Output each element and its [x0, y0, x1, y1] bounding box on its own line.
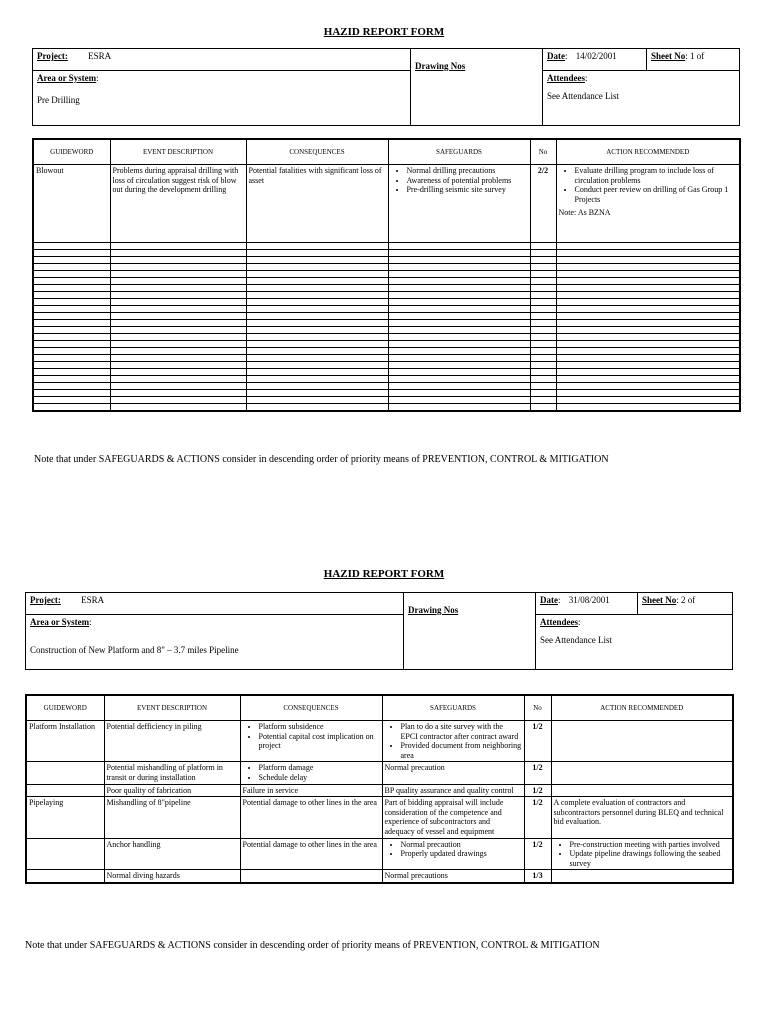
- empty-cell: [110, 341, 246, 348]
- column-header-no: No: [530, 139, 556, 165]
- empty-cell: [556, 383, 740, 390]
- form1-sheet-label: Sheet No: [651, 51, 686, 61]
- safeguard-item: • Pre-drilling seismic site survey: [407, 185, 528, 195]
- consequence-item: • Potential capital cost implication on project: [259, 732, 380, 751]
- empty-cell: [556, 362, 740, 369]
- empty-cell: [246, 278, 388, 285]
- empty-row: [33, 383, 740, 390]
- empty-cell: [530, 383, 556, 390]
- form1-date-value: 14/02/2001: [575, 51, 617, 61]
- form1-title: HAZID REPORT FORM: [323, 26, 445, 38]
- form1-project-value: ESRA: [88, 51, 112, 61]
- empty-cell: [556, 355, 740, 362]
- table-row: [33, 165, 740, 243]
- empty-cell: [530, 348, 556, 355]
- empty-cell: [556, 397, 740, 404]
- empty-cell: [530, 397, 556, 404]
- guideword-cell: [26, 762, 104, 784]
- form1-header: [32, 48, 740, 126]
- empty-cell: [110, 271, 246, 278]
- empty-cell: [246, 264, 388, 271]
- empty-row: [33, 327, 740, 334]
- form1-hazid-table: [32, 138, 741, 412]
- empty-cell: [246, 327, 388, 334]
- action-cell: A complete evaluation of contractors and subcontractors personnel during BLEQ and technical bid evaluation.: [551, 797, 733, 838]
- empty-cell: [530, 341, 556, 348]
- empty-cell: [33, 271, 110, 278]
- guideword-cell: Pipelaying: [26, 797, 104, 838]
- empty-row: [33, 257, 740, 264]
- empty-cell: [388, 355, 530, 362]
- empty-row: [33, 355, 740, 362]
- empty-cell: [556, 264, 740, 271]
- safeguards-cell: Normal precaution: [382, 762, 524, 784]
- empty-row: [33, 369, 740, 376]
- empty-row: [33, 285, 740, 292]
- empty-cell: [33, 390, 110, 397]
- empty-cell: [388, 320, 530, 327]
- empty-cell: [530, 355, 556, 362]
- empty-cell: [246, 334, 388, 341]
- empty-cell: [110, 397, 246, 404]
- empty-cell: [388, 250, 530, 257]
- form2-header-row: [26, 695, 733, 721]
- event-cell: Potential mishandling of platform in transit or during installation: [104, 762, 240, 784]
- empty-cell: [388, 292, 530, 299]
- column-header-action: ACTION RECOMMENDED: [551, 695, 733, 721]
- empty-cell: [110, 334, 246, 341]
- empty-cell: [388, 257, 530, 264]
- empty-cell: [33, 383, 110, 390]
- form1-attendees-cell: Attendees: See Attendance List: [543, 71, 739, 125]
- guideword-cell: Platform Installation: [26, 721, 104, 762]
- empty-cell: [388, 264, 530, 271]
- action-item: • Update pipeline drawings following the seabed survey: [570, 849, 731, 868]
- form2-area-value: Construction of New Platform and 8" – 3.7 miles Pipeline: [30, 645, 239, 655]
- empty-row: [33, 278, 740, 285]
- action-item: • Conduct peer review on drilling of Gas Group 1 Projects: [575, 185, 738, 204]
- empty-cell: [530, 362, 556, 369]
- empty-cell: [110, 264, 246, 271]
- empty-cell: [556, 306, 740, 313]
- action-cell: [556, 165, 740, 243]
- empty-cell: [33, 376, 110, 383]
- column-header-guideword: GUIDEWORD: [33, 139, 110, 165]
- empty-cell: [530, 278, 556, 285]
- empty-cell: [388, 334, 530, 341]
- empty-cell: [246, 369, 388, 376]
- empty-cell: [388, 383, 530, 390]
- no-cell: 1/3: [524, 870, 551, 883]
- empty-cell: [246, 292, 388, 299]
- empty-row: [33, 313, 740, 320]
- empty-cell: [530, 369, 556, 376]
- empty-cell: [556, 341, 740, 348]
- form2-sheet-label: Sheet No: [642, 595, 677, 605]
- empty-row: [33, 376, 740, 383]
- form2-hazid-table: [25, 694, 734, 884]
- empty-cell: [556, 299, 740, 306]
- no-cell: 1/2: [524, 797, 551, 838]
- empty-cell: [33, 292, 110, 299]
- empty-cell: [556, 404, 740, 412]
- empty-cell: [530, 320, 556, 327]
- safeguard-item: • Awareness of potential problems: [407, 176, 528, 186]
- empty-row: [33, 341, 740, 348]
- empty-cell: [530, 292, 556, 299]
- action-note: Note: As BZNA: [558, 208, 611, 218]
- empty-cell: [246, 341, 388, 348]
- empty-cell: [530, 271, 556, 278]
- empty-cell: [556, 271, 740, 278]
- empty-cell: [556, 292, 740, 299]
- safeguard-item: • Normal drilling precautions: [407, 166, 528, 176]
- empty-cell: [33, 243, 110, 250]
- guideword-cell: [26, 838, 104, 870]
- empty-cell: [388, 397, 530, 404]
- form1-date-cell: Date: 14/02/2001: [543, 49, 647, 71]
- empty-cell: [246, 299, 388, 306]
- column-header-safeguards: SAFEGUARDS: [388, 139, 530, 165]
- form2-title: HAZID REPORT FORM: [323, 568, 445, 580]
- empty-cell: [388, 243, 530, 250]
- empty-cell: [246, 271, 388, 278]
- table-row: [26, 838, 733, 870]
- column-header-safeguards: SAFEGUARDS: [382, 695, 524, 721]
- empty-cell: [33, 348, 110, 355]
- empty-cell: [33, 320, 110, 327]
- form2-sheet-cell: Sheet No: 2 of: [638, 593, 732, 615]
- column-header-consequences: CONSEQUENCES: [246, 139, 388, 165]
- empty-cell: [246, 243, 388, 250]
- safeguard-item: • Normal precaution: [401, 840, 522, 850]
- empty-cell: [556, 334, 740, 341]
- consequence-item: • Schedule delay: [259, 773, 380, 783]
- empty-cell: [556, 369, 740, 376]
- consequence-item: • Platform damage: [259, 763, 380, 773]
- safeguard-item: • Properly updated drawings: [401, 849, 522, 859]
- empty-cell: [110, 376, 246, 383]
- no-cell: 1/2: [524, 784, 551, 797]
- event-cell: Anchor handling: [104, 838, 240, 870]
- form1-attendees-value: See Attendance List: [547, 91, 619, 101]
- event-cell: Potential defficiency in piling: [104, 721, 240, 762]
- safeguards-cell: Part of bidding appraisal will include consideration of the competence and experience of subcontractors and adequacy of vessel and equipment: [382, 797, 524, 838]
- form2-area-cell: Area or System: Construction of New Platform and 8" – 3.7 miles Pipeline: [26, 615, 404, 669]
- empty-cell: [388, 390, 530, 397]
- empty-cell: [246, 376, 388, 383]
- empty-cell: [110, 313, 246, 320]
- safeguard-item: • Plan to do a site survey with the EPCI contractor after contract award: [401, 722, 522, 741]
- form1-sheet-value: 1 of: [690, 51, 705, 61]
- empty-cell: [110, 243, 246, 250]
- guideword-cell: [26, 784, 104, 797]
- action-cell: [551, 838, 733, 870]
- guideword-cell: Blowout: [33, 165, 110, 243]
- empty-row: [33, 334, 740, 341]
- no-cell: 1/2: [524, 762, 551, 784]
- empty-cell: [110, 362, 246, 369]
- form1-drawing-cell: [411, 49, 543, 125]
- column-header-guideword: GUIDEWORD: [26, 695, 104, 721]
- empty-cell: [556, 327, 740, 334]
- empty-cell: [246, 257, 388, 264]
- form2-sheet-value: 2 of: [681, 595, 696, 605]
- no-cell: 1/2: [524, 838, 551, 870]
- form2-date-label: Date: [540, 595, 558, 605]
- empty-cell: [388, 348, 530, 355]
- event-cell: Normal diving hazards: [104, 870, 240, 883]
- empty-cell: [110, 383, 246, 390]
- empty-row: [33, 271, 740, 278]
- empty-row: [33, 404, 740, 412]
- empty-cell: [246, 348, 388, 355]
- empty-cell: [33, 285, 110, 292]
- safeguard-item: • Provided document from neighboring area: [401, 741, 522, 760]
- form2-drawing-cell: [404, 593, 536, 669]
- empty-cell: [530, 257, 556, 264]
- form1-area-label: Area or System: [37, 73, 97, 83]
- form1-header-row: [33, 139, 740, 165]
- empty-cell: [110, 320, 246, 327]
- empty-cell: [388, 313, 530, 320]
- form2-project-cell: Project: ESRA: [26, 593, 404, 615]
- action-cell: [551, 762, 733, 784]
- empty-cell: [33, 299, 110, 306]
- form2-project-value: ESRA: [81, 595, 105, 605]
- form1-priority-note: Note that under SAFEGUARDS & ACTIONS consider in descending order of priority means of PREVENTION, CONTROL & MITIGATION: [34, 454, 609, 465]
- action-cell: [551, 721, 733, 762]
- empty-cell: [110, 306, 246, 313]
- empty-cell: [388, 362, 530, 369]
- empty-cell: [530, 299, 556, 306]
- table-row: [26, 870, 733, 883]
- empty-cell: [246, 285, 388, 292]
- empty-cell: [33, 313, 110, 320]
- form1-project-label: Project: [37, 51, 65, 61]
- no-cell: 1/2: [524, 721, 551, 762]
- no-cell: 2/2: [530, 165, 556, 243]
- empty-cell: [556, 257, 740, 264]
- empty-cell: [33, 306, 110, 313]
- event-cell: Problems during appraisal drilling with loss of circulation suggest risk of blow out during the development drilling: [110, 165, 246, 243]
- empty-cell: [556, 313, 740, 320]
- empty-row: [33, 299, 740, 306]
- consequences-cell: [240, 762, 382, 784]
- empty-cell: [246, 404, 388, 412]
- safeguards-cell: Normal precautions: [382, 870, 524, 883]
- empty-cell: [530, 285, 556, 292]
- empty-cell: [530, 376, 556, 383]
- empty-cell: [530, 390, 556, 397]
- table-row: [26, 784, 733, 797]
- empty-row: [33, 306, 740, 313]
- empty-cell: [110, 348, 246, 355]
- empty-cell: [33, 278, 110, 285]
- empty-cell: [388, 327, 530, 334]
- empty-cell: [110, 404, 246, 412]
- empty-cell: [246, 383, 388, 390]
- action-item: • Evaluate drilling program to include loss of circulation problems: [575, 166, 738, 185]
- empty-cell: [33, 341, 110, 348]
- empty-cell: [33, 362, 110, 369]
- form2-attendees-value: See Attendance List: [540, 635, 612, 645]
- empty-cell: [530, 404, 556, 412]
- empty-row: [33, 390, 740, 397]
- empty-row: [33, 397, 740, 404]
- empty-cell: [530, 334, 556, 341]
- event-cell: Poor quality of fabrication: [104, 784, 240, 797]
- form1-attendees-label: Attendees: [547, 73, 585, 83]
- consequences-cell: [240, 721, 382, 762]
- consequences-cell: Potential damage to other lines in the area: [240, 838, 382, 870]
- empty-cell: [33, 334, 110, 341]
- empty-cell: [33, 355, 110, 362]
- form2-priority-note: Note that under SAFEGUARDS & ACTIONS consider in descending order of priority means of PREVENTION, CONTROL & MITIGATION: [25, 940, 600, 951]
- form2-attendees-cell: Attendees: See Attendance List: [536, 615, 732, 669]
- form1-area-cell: Area or System: Pre Drilling: [33, 71, 411, 125]
- action-cell: [551, 870, 733, 883]
- empty-row: [33, 264, 740, 271]
- empty-cell: [388, 376, 530, 383]
- form2-drawing-label: Drawing Nos: [408, 605, 459, 615]
- empty-cell: [110, 257, 246, 264]
- empty-cell: [110, 250, 246, 257]
- form1-empty-rows: [33, 243, 740, 412]
- empty-cell: [110, 278, 246, 285]
- empty-cell: [530, 264, 556, 271]
- safeguards-cell: [388, 165, 530, 243]
- empty-cell: [388, 271, 530, 278]
- empty-cell: [388, 278, 530, 285]
- safeguards-cell: [382, 721, 524, 762]
- table-row: [26, 762, 733, 784]
- empty-row: [33, 250, 740, 257]
- empty-cell: [110, 369, 246, 376]
- form1-project-cell: Project: ESRA: [33, 49, 411, 71]
- empty-cell: [556, 243, 740, 250]
- empty-cell: [388, 369, 530, 376]
- form2-area-label: Area or System: [30, 617, 90, 627]
- empty-cell: [530, 313, 556, 320]
- empty-cell: [246, 313, 388, 320]
- empty-cell: [530, 306, 556, 313]
- column-header-action: ACTION RECOMMENDED: [556, 139, 740, 165]
- action-item: • Pre-construction meeting with parties involved: [570, 840, 731, 850]
- empty-cell: [33, 264, 110, 271]
- empty-cell: [530, 327, 556, 334]
- empty-cell: [388, 341, 530, 348]
- empty-row: [33, 292, 740, 299]
- empty-cell: [246, 250, 388, 257]
- empty-cell: [556, 390, 740, 397]
- column-header-consequences: CONSEQUENCES: [240, 695, 382, 721]
- consequences-cell: [240, 870, 382, 883]
- empty-cell: [246, 390, 388, 397]
- empty-cell: [388, 404, 530, 412]
- empty-cell: [246, 397, 388, 404]
- empty-cell: [556, 348, 740, 355]
- guideword-cell: [26, 870, 104, 883]
- empty-cell: [388, 299, 530, 306]
- consequence-item: • Platform subsidence: [259, 722, 380, 732]
- safeguards-cell: [382, 838, 524, 870]
- column-header-no: No: [524, 695, 551, 721]
- action-cell: [551, 784, 733, 797]
- form2-date-cell: Date: 31/08/2001: [536, 593, 638, 615]
- empty-cell: [110, 292, 246, 299]
- form2-header: [25, 592, 733, 670]
- empty-cell: [556, 278, 740, 285]
- column-header-event: EVENT DESCRIPTION: [110, 139, 246, 165]
- empty-cell: [388, 285, 530, 292]
- empty-cell: [33, 257, 110, 264]
- empty-cell: [110, 355, 246, 362]
- empty-cell: [556, 320, 740, 327]
- consequences-cell: Potential fatalities with significant loss of asset: [246, 165, 388, 243]
- form2-attendees-label: Attendees: [540, 617, 578, 627]
- empty-row: [33, 320, 740, 327]
- event-cell: Mishandling of 8"pipeline: [104, 797, 240, 838]
- empty-cell: [246, 306, 388, 313]
- form1-sheet-cell: Sheet No: 1 of: [647, 49, 739, 71]
- form1-drawing-label: Drawing Nos: [415, 61, 466, 71]
- consequences-cell: Potential damage to other lines in the area: [240, 797, 382, 838]
- empty-cell: [556, 376, 740, 383]
- empty-cell: [33, 404, 110, 412]
- empty-cell: [33, 250, 110, 257]
- table-row: [26, 797, 733, 838]
- empty-row: [33, 348, 740, 355]
- empty-cell: [556, 250, 740, 257]
- empty-row: [33, 362, 740, 369]
- empty-cell: [556, 285, 740, 292]
- empty-cell: [530, 250, 556, 257]
- empty-cell: [388, 306, 530, 313]
- column-header-event: EVENT DESCRIPTION: [104, 695, 240, 721]
- form1-area-value: Pre Drilling: [37, 95, 80, 105]
- empty-cell: [246, 320, 388, 327]
- empty-row: [33, 243, 740, 250]
- empty-cell: [110, 327, 246, 334]
- empty-cell: [530, 243, 556, 250]
- empty-cell: [33, 397, 110, 404]
- form2-date-value: 31/08/2001: [568, 595, 610, 605]
- empty-cell: [246, 362, 388, 369]
- form1-date-label: Date: [547, 51, 565, 61]
- safeguards-cell: BP quality assurance and quality control: [382, 784, 524, 797]
- empty-cell: [110, 390, 246, 397]
- empty-cell: [33, 369, 110, 376]
- empty-cell: [110, 285, 246, 292]
- table-row: [26, 721, 733, 762]
- empty-cell: [246, 355, 388, 362]
- empty-cell: [110, 299, 246, 306]
- empty-cell: [33, 327, 110, 334]
- consequences-cell: Failure in service: [240, 784, 382, 797]
- form2-project-label: Project: [30, 595, 58, 605]
